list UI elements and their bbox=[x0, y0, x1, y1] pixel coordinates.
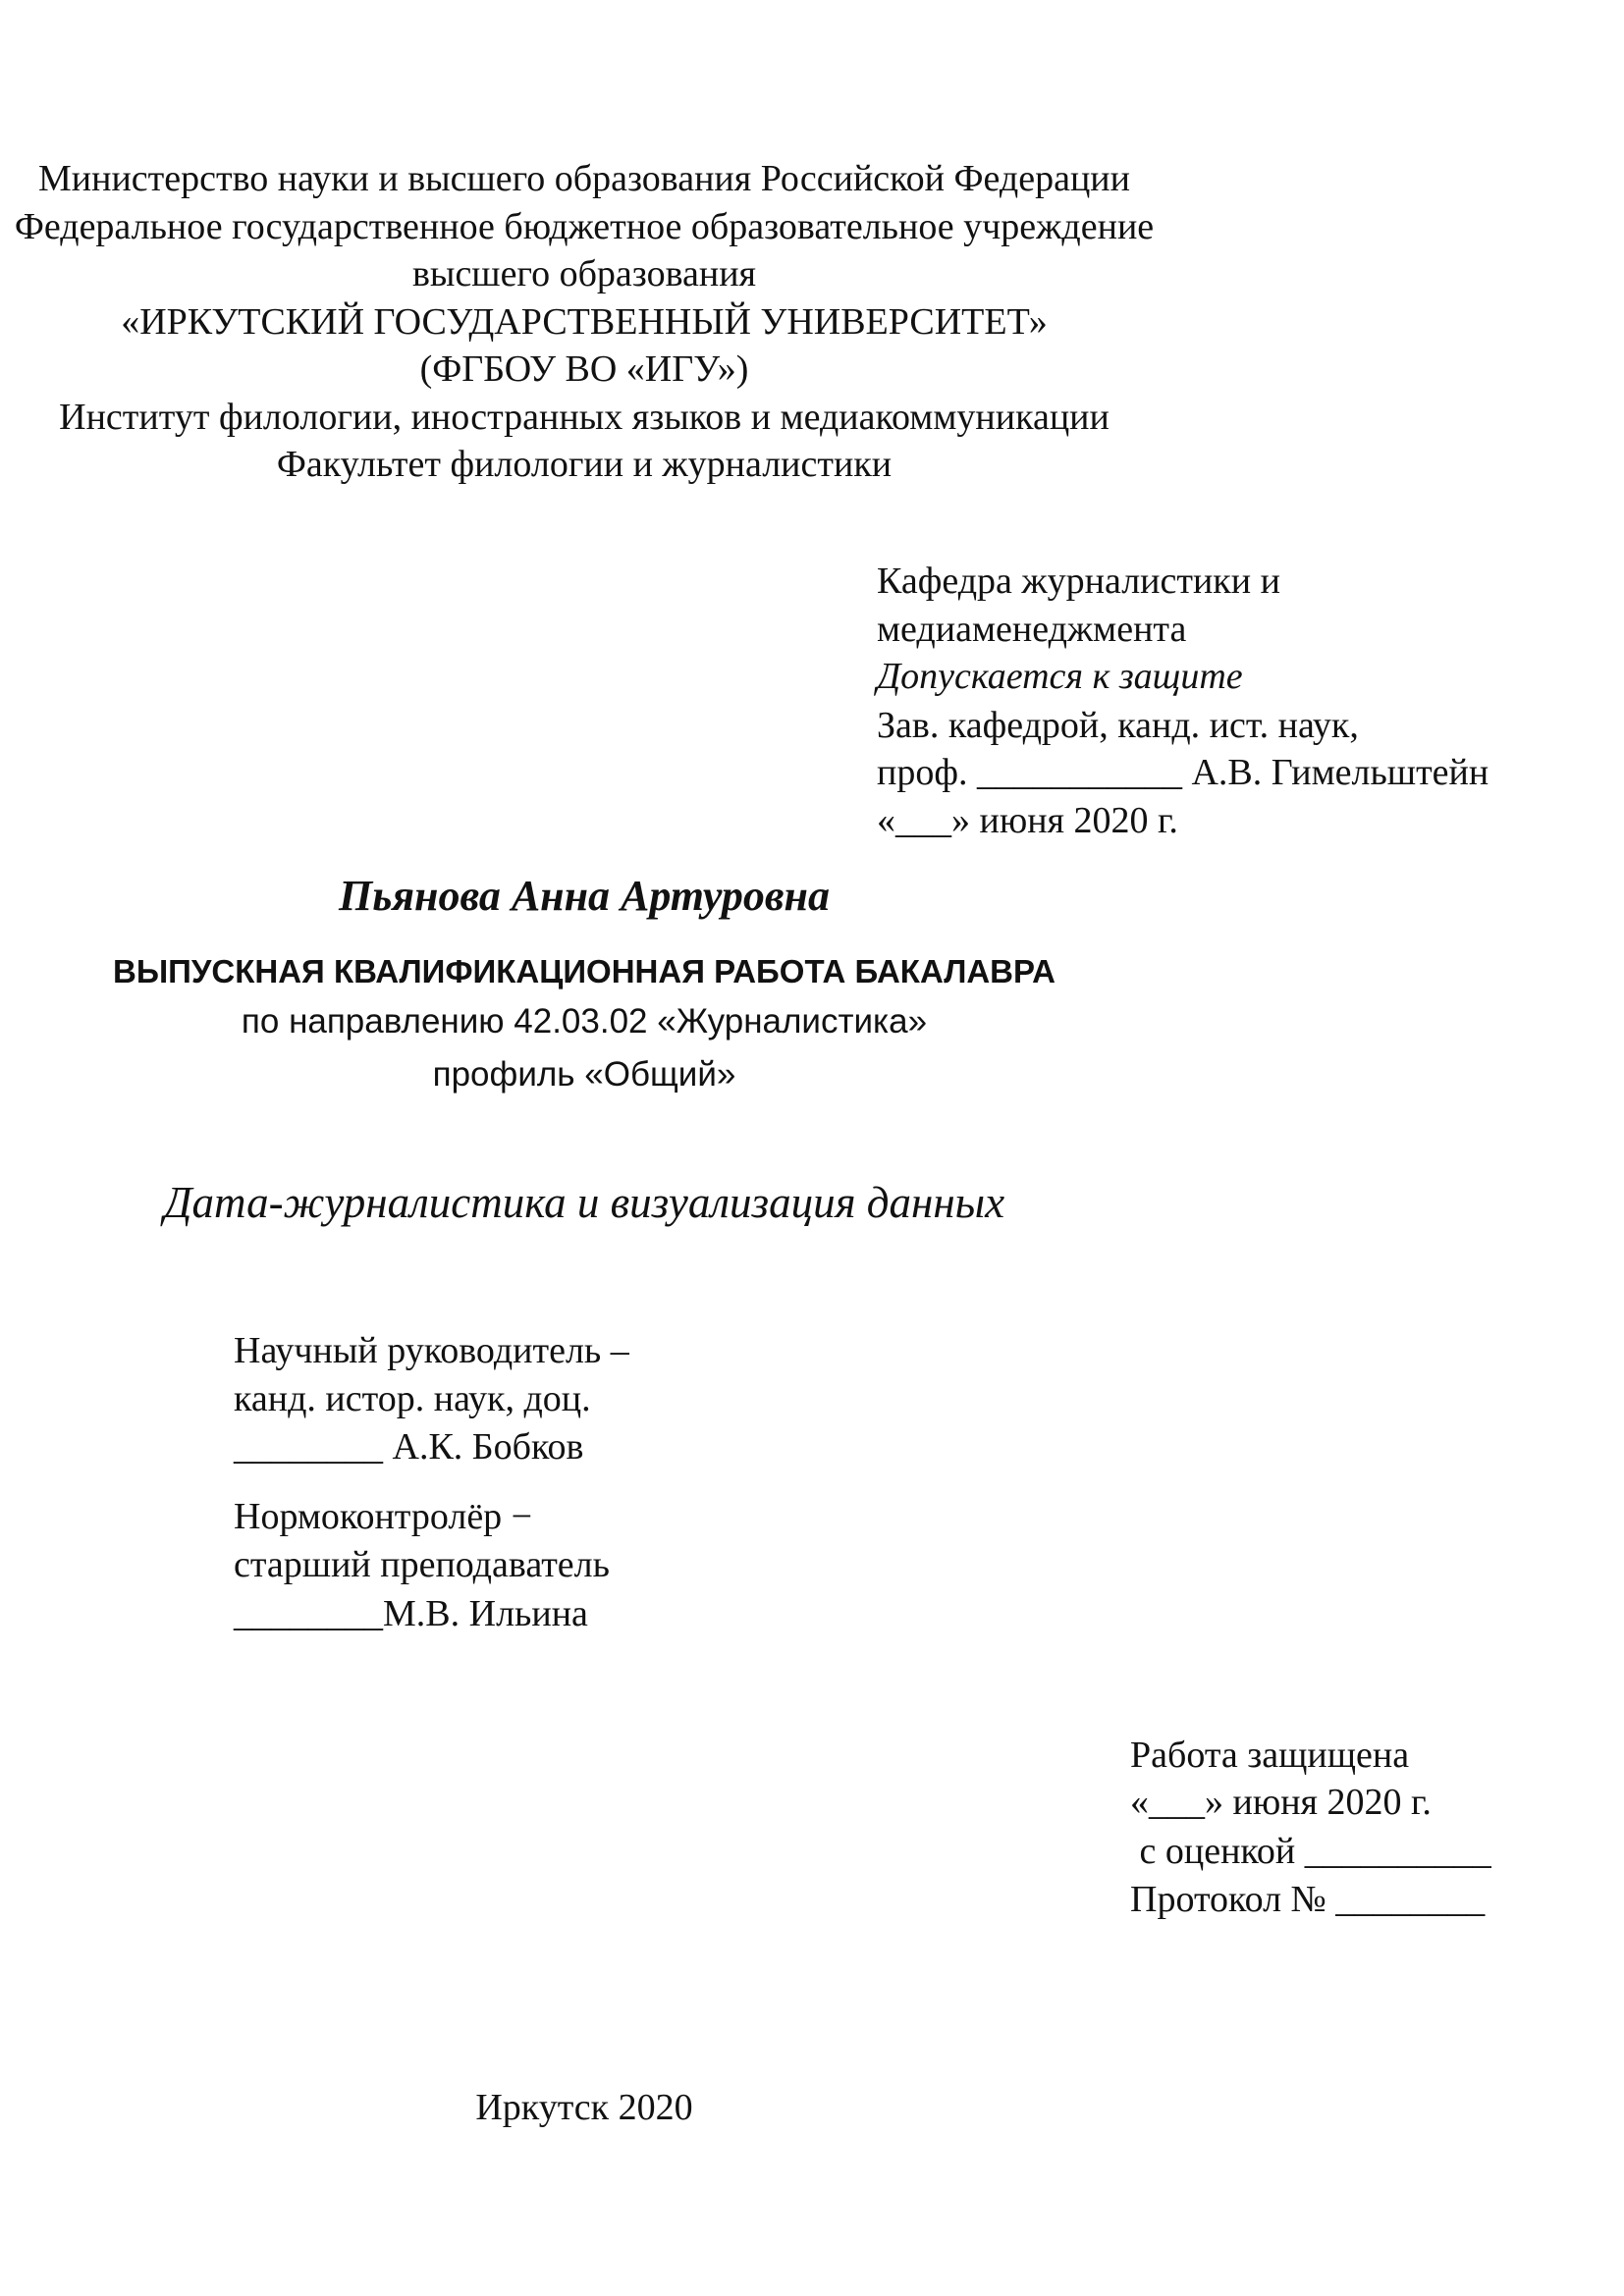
defense-status: Работа защищена bbox=[1130, 1735, 1410, 1776]
defense-grade: с оценкой __________ bbox=[1130, 1831, 1491, 1872]
norm-controller-role: Нормоконтролёр − bbox=[234, 1496, 533, 1537]
head-of-department-signature: проф. ___________ А.В. Гимельштейн bbox=[877, 752, 1489, 793]
ministry-line: Министерство науки и высшего образования Российской Федерации bbox=[38, 158, 1130, 199]
work-type: ВЫПУСКНАЯ КВАЛИФИКАЦИОННАЯ РАБОТА БАКАЛАВРА bbox=[113, 953, 1056, 989]
supervisor-signature: ________ А.К. Бобков bbox=[234, 1426, 584, 1468]
city-year: Иркутск 2020 bbox=[475, 2087, 693, 2128]
supervisor-role: Научный руководитель – bbox=[234, 1330, 629, 1371]
study-profile: профиль «Общий» bbox=[432, 1055, 736, 1094]
admitted-to-defense: Допускается к защите bbox=[877, 656, 1243, 697]
education-level-line: высшего образования bbox=[411, 253, 757, 294]
supervisor-degree: канд. истор. наук, доц. bbox=[234, 1378, 591, 1419]
defense-protocol: Протокол № ________ bbox=[1130, 1879, 1486, 1920]
author-name: Пьянова Анна Артуровна bbox=[339, 872, 830, 920]
study-direction: по направлению 42.03.02 «Журналистика» bbox=[241, 1002, 928, 1041]
university-abbr-line: (ФГБОУ ВО «ИГУ») bbox=[419, 348, 749, 390]
head-of-department-title: Зав. кафедрой, канд. ист. наук, bbox=[877, 705, 1359, 746]
university-name-line: «ИРКУТСКИЙ ГОСУДАРСТВЕННЫЙ УНИВЕРСИТЕТ» bbox=[121, 301, 1048, 343]
defense-date: «___» июня 2020 г. bbox=[1130, 1782, 1432, 1823]
institution-type-line: Федеральное государственное бюджетное образовательное учреждение bbox=[14, 206, 1155, 247]
thesis-title: Дата-журналистика и визуализация данных bbox=[163, 1178, 1005, 1227]
norm-controller-signature: ________М.В. Ильина bbox=[234, 1593, 588, 1634]
approval-date: «___» июня 2020 г. bbox=[877, 800, 1178, 841]
department-line-1: Кафедра журналистики и bbox=[877, 561, 1280, 602]
department-line-2: медиаменеджмента bbox=[877, 609, 1187, 650]
institute-line: Институт филологии, иностранных языков и медиакоммуникации bbox=[59, 397, 1110, 438]
norm-controller-position: старший преподаватель bbox=[234, 1544, 610, 1585]
faculty-line: Факультет филологии и журналистики bbox=[276, 444, 893, 485]
